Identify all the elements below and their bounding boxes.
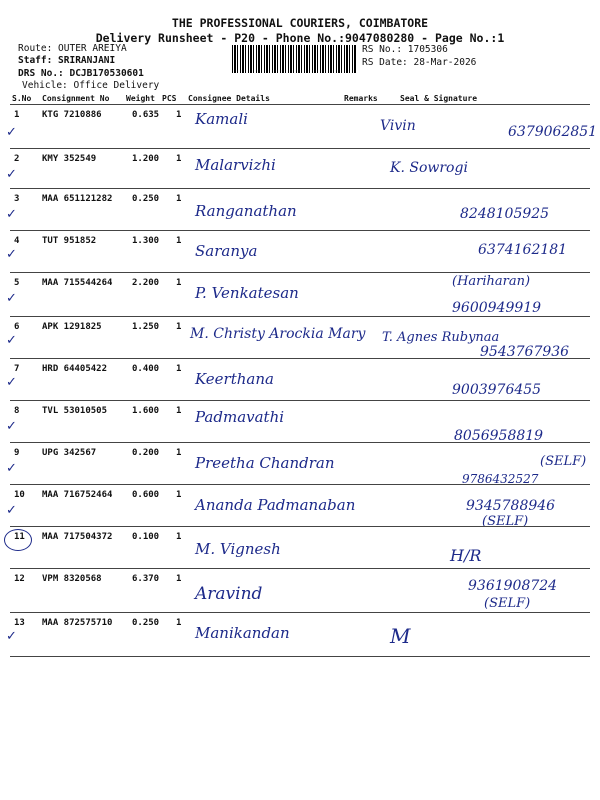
row-consignment: MAA 716752464: [42, 490, 113, 500]
col-remarks: Remarks: [344, 94, 378, 103]
row-pcs: 1: [176, 110, 182, 120]
row-phone: 8248105925: [460, 206, 550, 222]
row-pcs: 1: [176, 278, 182, 288]
col-seal: Seal & Signature: [400, 94, 478, 103]
row-signature: Vivin: [380, 118, 416, 134]
check-mark-icon: ✓: [6, 290, 17, 305]
row-phone: 9786432527: [462, 472, 539, 486]
row-divider: [10, 612, 590, 613]
row-phone: 9361908724: [468, 578, 558, 594]
row-weight: 0.400: [132, 364, 160, 374]
row-phone: 6374162181: [478, 242, 568, 258]
row-sno: 5: [14, 278, 20, 288]
row-phone: 9003976455: [452, 382, 542, 398]
row-consignment: TUT 951852: [42, 236, 97, 246]
col-weight: Weight: [126, 94, 155, 103]
row-divider: [10, 230, 590, 231]
row-weight: 1.200: [132, 154, 160, 164]
row-pcs: 1: [176, 194, 182, 204]
row-11-circle-mark: [4, 529, 32, 551]
row-signature: M: [390, 624, 411, 648]
row-consignee-name: Keerthana: [195, 370, 274, 388]
row-sno: 9: [14, 448, 20, 458]
row-weight: 0.100: [132, 532, 160, 542]
table-row: [0, 614, 600, 662]
row-consignment: HRD 64405422: [42, 364, 108, 374]
row-consignment: UPG 342567: [42, 448, 97, 458]
rs-number: RS No.: 1705306: [362, 44, 448, 55]
row-pcs: 1: [176, 448, 182, 458]
row-divider: [10, 484, 590, 485]
row-sno: 2: [14, 154, 20, 164]
route-label: Route: OUTER AREIYA: [18, 43, 127, 54]
row-weight: 0.250: [132, 618, 160, 628]
row-divider: [10, 316, 590, 317]
row-signature: (Hariharan): [452, 274, 531, 289]
row-weight: 0.200: [132, 448, 160, 458]
row-weight: 0.600: [132, 490, 160, 500]
staff-label: Staff: SRIRANJANI: [18, 55, 116, 66]
row-pcs: 1: [176, 406, 182, 416]
row-consignee-name: Manikandan: [195, 624, 290, 642]
row-weight: 6.370: [132, 574, 160, 584]
row-phone: 9543767936: [480, 344, 570, 360]
barcode-image: [232, 45, 356, 73]
row-consignee-name: Saranya: [195, 242, 258, 260]
check-mark-icon: ✓: [6, 418, 17, 433]
row-sno: 3: [14, 194, 20, 204]
row-consignee-name: M. Vignesh: [195, 540, 281, 558]
row-sno: 7: [14, 364, 20, 374]
check-mark-icon: ✓: [6, 502, 17, 517]
check-mark-icon: ✓: [6, 332, 17, 347]
row-weight: 0.250: [132, 194, 160, 204]
row-consignment: APK 1291825: [42, 322, 102, 332]
row-consignee-name: Kamali: [195, 110, 248, 128]
vehicle-label: Vehicle: Office Delivery: [22, 80, 160, 91]
runsheet-subtitle: Delivery Runsheet - P20 - Phone No.:9047080280 - Page No.:1: [95, 31, 505, 45]
row-divider: [10, 400, 590, 401]
row-weight: 1.600: [132, 406, 160, 416]
row-consignment: TVL 53010505: [42, 406, 108, 416]
row-phone: 8056958819: [454, 428, 544, 444]
row-consignment: MAA 715544264: [42, 278, 113, 288]
row-pcs: 1: [176, 532, 182, 542]
row-consignment: VPM 8320568: [42, 574, 102, 584]
row-weight: 2.200: [132, 278, 160, 288]
row-consignee-name: Padmavathi: [195, 408, 285, 426]
row-signature: (SELF): [540, 454, 587, 469]
check-mark-icon: ✓: [6, 124, 17, 139]
row-pcs: 1: [176, 236, 182, 246]
row-pcs: 1: [176, 322, 182, 332]
row-consignment: MAA 651121282: [42, 194, 113, 204]
rs-date: RS Date: 28-Mar-2026: [362, 57, 477, 68]
row-divider: [10, 526, 590, 527]
row-sno: 10: [14, 490, 25, 500]
row-divider: [10, 358, 590, 359]
row-signature: K. Sowrogi: [390, 160, 468, 176]
row-divider: [10, 568, 590, 569]
row-sno: 13: [14, 618, 25, 628]
check-mark-icon: ✓: [6, 246, 17, 261]
row-phone: 6379062851: [508, 124, 598, 140]
col-consignee: Consignee Details: [188, 94, 270, 103]
row-phone: 9345788946: [466, 498, 556, 514]
row-weight: 0.635: [132, 110, 160, 120]
drs-label: DRS No.: DCJB170530601: [18, 68, 144, 79]
row-sno: 4: [14, 236, 20, 246]
row-consignment: KTG 7210886: [42, 110, 102, 120]
check-mark-icon: ✓: [6, 166, 17, 181]
row-consignment: KMY 352549: [42, 154, 97, 164]
row-consignee-name: Preetha Chandran: [195, 454, 335, 472]
row-sno: 11: [14, 532, 25, 542]
runsheet-title: THE PROFESSIONAL COURIERS, COIMBATORE: [171, 16, 429, 30]
row-divider: [10, 188, 590, 189]
check-mark-icon: ✓: [6, 460, 17, 475]
row-signature: T. Agnes Rubynaa: [382, 330, 500, 345]
row-consignee-name: P. Venkatesan: [195, 284, 299, 302]
row-sno: 1: [14, 110, 20, 120]
row-consignee-name: Ranganathan: [195, 202, 297, 220]
col-pcs: PCS: [162, 94, 177, 103]
table-row: [0, 106, 600, 154]
check-mark-icon: ✓: [6, 628, 17, 643]
table-row: [0, 570, 600, 618]
row-divider: [10, 148, 590, 149]
row-sno: 12: [14, 574, 25, 584]
row-divider: [10, 272, 590, 273]
row-pcs: 1: [176, 574, 182, 584]
row-pcs: 1: [176, 364, 182, 374]
row-consignment: MAA 872575710: [42, 618, 113, 628]
row-consignee-name: M. Christy Arockia Mary: [190, 326, 366, 342]
check-mark-icon: ✓: [6, 206, 17, 221]
row-signature: (SELF): [482, 514, 529, 529]
row-pcs: 1: [176, 154, 182, 164]
header-divider: [10, 104, 590, 105]
row-signature: H/R: [450, 546, 482, 565]
row-consignee-name: Malarvizhi: [195, 156, 276, 174]
check-mark-icon: ✓: [6, 374, 17, 389]
row-phone: 9600949919: [452, 300, 542, 316]
table-row: [0, 274, 600, 322]
row-weight: 1.300: [132, 236, 160, 246]
row-pcs: 1: [176, 490, 182, 500]
row-signature: (SELF): [484, 596, 531, 611]
row-consignee-name: Aravind: [195, 584, 263, 604]
col-consignment: Consignment No: [42, 94, 110, 103]
row-consignee-name: Ananda Padmanaban: [195, 496, 356, 514]
row-sno: 8: [14, 406, 20, 416]
row-divider: [10, 656, 590, 657]
col-sno: S.No: [12, 94, 32, 103]
row-sno: 6: [14, 322, 20, 332]
row-divider: [10, 442, 590, 443]
row-consignment: MAA 717504372: [42, 532, 113, 542]
row-pcs: 1: [176, 618, 182, 628]
row-weight: 1.250: [132, 322, 160, 332]
